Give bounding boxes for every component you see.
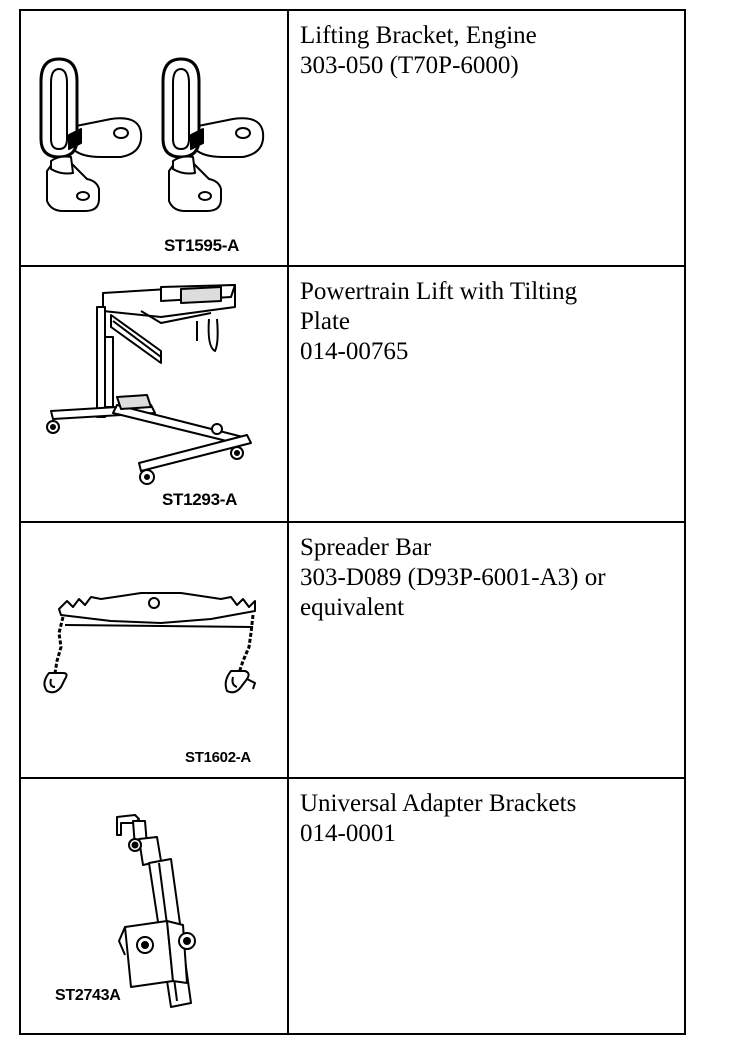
tool-description-cell [288,778,685,1034]
tool-row-spreader-bar [20,522,685,778]
tool-description-cell [288,10,685,266]
tool-part-number: 303-D089 (D93P-6001-A3) or [300,564,606,591]
image-code-label: ST1595-A [164,236,240,255]
tool-part-number: 014-0001 [300,820,396,847]
image-code-label: ST1602-A [185,749,251,766]
tool-part-number: 303-050 (T70P-6000) [300,52,519,79]
tool-name: Universal Adapter Brackets [300,790,577,817]
tool-row-powertrain-lift [20,266,685,522]
tool-image-cell [20,10,288,266]
tool-name-line1: Powertrain Lift with Tilting [300,278,578,305]
tool-image-cell [20,778,288,1034]
tool-image-cell [20,522,288,778]
tool-name: Lifting Bracket, Engine [300,22,537,49]
tool-row-adapter-brackets [20,778,685,1034]
tool-part-number: 014-00765 [300,338,409,365]
tool-description-cell [288,266,685,522]
tool-row-lifting-bracket [20,10,685,266]
image-code-label: ST2743A [55,987,121,1004]
tool-name-line2: Plate [300,308,350,335]
tool-note: equivalent [300,594,405,621]
tool-image-cell [20,266,288,522]
special-tools-table [19,9,686,1035]
tool-name: Spreader Bar [300,534,432,561]
spreader-bar-icon [21,523,289,777]
lifting-bracket-icon [21,11,289,265]
tool-description-cell [288,522,685,778]
powertrain-lift-icon [21,267,289,521]
image-code-label: ST1293-A [162,490,238,509]
